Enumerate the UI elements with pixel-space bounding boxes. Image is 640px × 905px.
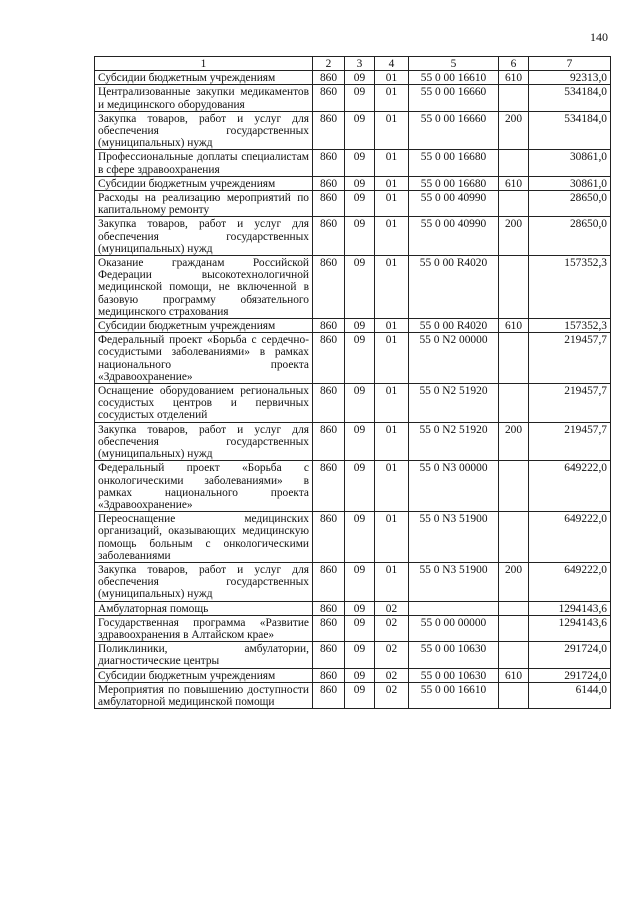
admin-code-cell: 860 — [313, 384, 345, 423]
table-row — [95, 319, 611, 333]
table-row — [95, 111, 611, 150]
target-article-cell: 55 0 00 40990 — [409, 191, 499, 217]
amount-cell: 157352,3 — [529, 319, 611, 333]
section-code-cell: 09 — [345, 461, 375, 512]
amount-cell: 219457,7 — [529, 422, 611, 461]
target-article-cell: 55 0 N3 51900 — [409, 512, 499, 563]
amount-cell: 219457,7 — [529, 333, 611, 384]
expense-type-cell: 200 — [499, 562, 529, 601]
table-row — [95, 615, 611, 641]
subsection-code-cell: 01 — [375, 111, 409, 150]
admin-code-cell: 860 — [313, 71, 345, 85]
amount-cell: 157352,3 — [529, 256, 611, 319]
expense-type-cell — [499, 256, 529, 319]
row-name-cell: Поликлиники, амбулатории, диагностические центры — [95, 642, 313, 668]
row-name-cell: Закупка товаров, работ и услуг для обеспечения государственных (муниципальных) нужд — [95, 422, 313, 461]
admin-code-cell: 860 — [313, 256, 345, 319]
expense-type-cell: 200 — [499, 422, 529, 461]
row-name-cell: Субсидии бюджетным учреждениям — [95, 176, 313, 190]
table-row — [95, 191, 611, 217]
subsection-code-cell: 02 — [375, 615, 409, 641]
subsection-code-cell: 02 — [375, 601, 409, 615]
row-name-cell: Субсидии бюджетным учреждениям — [95, 319, 313, 333]
subsection-code-cell: 01 — [375, 384, 409, 423]
subsection-code-cell: 02 — [375, 668, 409, 682]
section-code-cell: 09 — [345, 668, 375, 682]
expense-type-cell: 610 — [499, 668, 529, 682]
table-row — [95, 562, 611, 601]
amount-cell: 92313,0 — [529, 71, 611, 85]
admin-code-cell: 860 — [313, 615, 345, 641]
admin-code-cell: 860 — [313, 176, 345, 190]
amount-cell: 28650,0 — [529, 191, 611, 217]
section-code-cell: 09 — [345, 150, 375, 176]
row-name-cell: Оказание гражданам Российской Федерации высокотехнологичной медицинской помощи, не включенной в базовую программу обязательного медицинского страхования — [95, 256, 313, 319]
subsection-code-cell: 01 — [375, 85, 409, 111]
table-row — [95, 461, 611, 512]
admin-code-cell: 860 — [313, 217, 345, 256]
section-code-cell: 09 — [345, 562, 375, 601]
header-cell: 1 — [95, 57, 313, 71]
subsection-code-cell: 01 — [375, 256, 409, 319]
target-article-cell: 55 0 N3 51900 — [409, 562, 499, 601]
amount-cell: 534184,0 — [529, 85, 611, 111]
table-row — [95, 422, 611, 461]
section-code-cell: 09 — [345, 333, 375, 384]
table-row — [95, 682, 611, 708]
target-article-cell: 55 0 00 00000 — [409, 615, 499, 641]
row-name-cell: Оснащение оборудованием региональных сосудистых центров и первичных сосудистых отделений — [95, 384, 313, 423]
row-name-cell: Закупка товаров, работ и услуг для обеспечения государственных (муниципальных) нужд — [95, 217, 313, 256]
expense-type-cell — [499, 150, 529, 176]
section-code-cell: 09 — [345, 191, 375, 217]
target-article-cell: 55 0 00 16610 — [409, 682, 499, 708]
table-row — [95, 256, 611, 319]
subsection-code-cell: 01 — [375, 333, 409, 384]
expense-type-cell — [499, 461, 529, 512]
subsection-code-cell: 01 — [375, 176, 409, 190]
target-article-cell: 55 0 00 16660 — [409, 111, 499, 150]
row-name-cell: Субсидии бюджетным учреждениям — [95, 71, 313, 85]
expense-type-cell — [499, 191, 529, 217]
expense-type-cell — [499, 384, 529, 423]
target-article-cell: 55 0 00 10630 — [409, 642, 499, 668]
row-name-cell: Государственная программа «Развитие здравоохранения в Алтайском крае» — [95, 615, 313, 641]
target-article-cell: 55 0 N2 51920 — [409, 384, 499, 423]
table-row — [95, 71, 611, 85]
admin-code-cell: 860 — [313, 562, 345, 601]
admin-code-cell: 860 — [313, 150, 345, 176]
amount-cell: 30861,0 — [529, 176, 611, 190]
subsection-code-cell: 01 — [375, 562, 409, 601]
amount-cell: 649222,0 — [529, 512, 611, 563]
row-name-cell: Амбулаторная помощь — [95, 601, 313, 615]
section-code-cell: 09 — [345, 319, 375, 333]
target-article-cell: 55 0 00 R4020 — [409, 256, 499, 319]
amount-cell: 534184,0 — [529, 111, 611, 150]
section-code-cell: 09 — [345, 71, 375, 85]
expense-type-cell: 200 — [499, 111, 529, 150]
row-name-cell: Переоснащение медицинских организаций, оказывающих медицинскую помощь больным с онкологическими заболеваниями — [95, 512, 313, 563]
section-code-cell: 09 — [345, 111, 375, 150]
section-code-cell: 09 — [345, 601, 375, 615]
admin-code-cell: 860 — [313, 601, 345, 615]
table-row — [95, 176, 611, 190]
row-name-cell: Расходы на реализацию мероприятий по капитальному ремонту — [95, 191, 313, 217]
table-row — [95, 150, 611, 176]
amount-cell: 1294143,6 — [529, 601, 611, 615]
subsection-code-cell: 01 — [375, 512, 409, 563]
expense-type-cell: 200 — [499, 217, 529, 256]
target-article-cell: 55 0 00 16680 — [409, 176, 499, 190]
header-cell: 6 — [499, 57, 529, 71]
expense-type-cell: 610 — [499, 319, 529, 333]
table-row — [95, 668, 611, 682]
expense-type-cell — [499, 615, 529, 641]
row-name-cell: Профессиональные доплаты специалистам в сфере здравоохранения — [95, 150, 313, 176]
admin-code-cell: 860 — [313, 682, 345, 708]
expense-type-cell: 610 — [499, 176, 529, 190]
section-code-cell: 09 — [345, 217, 375, 256]
header-row — [95, 57, 611, 71]
amount-cell: 649222,0 — [529, 562, 611, 601]
table-row — [95, 217, 611, 256]
table-row — [95, 601, 611, 615]
section-code-cell: 09 — [345, 422, 375, 461]
subsection-code-cell: 01 — [375, 319, 409, 333]
row-name-cell: Субсидии бюджетным учреждениям — [95, 668, 313, 682]
row-name-cell: Закупка товаров, работ и услуг для обеспечения государственных (муниципальных) нужд — [95, 562, 313, 601]
target-article-cell: 55 0 00 16660 — [409, 85, 499, 111]
amount-cell: 219457,7 — [529, 384, 611, 423]
table-row — [95, 85, 611, 111]
amount-cell: 291724,0 — [529, 642, 611, 668]
target-article-cell — [409, 601, 499, 615]
target-article-cell: 55 0 00 R4020 — [409, 319, 499, 333]
admin-code-cell: 860 — [313, 85, 345, 111]
subsection-code-cell: 02 — [375, 642, 409, 668]
row-name-cell: Централизованные закупки медикаментов и медицинского оборудования — [95, 85, 313, 111]
admin-code-cell: 860 — [313, 111, 345, 150]
target-article-cell: 55 0 00 16680 — [409, 150, 499, 176]
row-name-cell: Закупка товаров, работ и услуг для обеспечения государственных (муниципальных) нужд — [95, 111, 313, 150]
expense-type-cell — [499, 333, 529, 384]
amount-cell: 649222,0 — [529, 461, 611, 512]
row-name-cell: Федеральный проект «Борьба с сердечно-сосудистыми заболеваниями» в рамках национального проекта «Здравоохранение» — [95, 333, 313, 384]
amount-cell: 30861,0 — [529, 150, 611, 176]
section-code-cell: 09 — [345, 512, 375, 563]
subsection-code-cell: 02 — [375, 682, 409, 708]
admin-code-cell: 860 — [313, 642, 345, 668]
table-row — [95, 384, 611, 423]
expense-type-cell — [499, 512, 529, 563]
table-row — [95, 642, 611, 668]
section-code-cell: 09 — [345, 85, 375, 111]
admin-code-cell: 860 — [313, 319, 345, 333]
target-article-cell: 55 0 00 16610 — [409, 71, 499, 85]
table-row — [95, 333, 611, 384]
subsection-code-cell: 01 — [375, 191, 409, 217]
section-code-cell: 09 — [345, 615, 375, 641]
expense-type-cell — [499, 642, 529, 668]
header-cell: 3 — [345, 57, 375, 71]
budget-table — [94, 56, 611, 709]
table-row — [95, 512, 611, 563]
admin-code-cell: 860 — [313, 668, 345, 682]
expense-type-cell — [499, 601, 529, 615]
target-article-cell: 55 0 N2 51920 — [409, 422, 499, 461]
section-code-cell: 09 — [345, 642, 375, 668]
subsection-code-cell: 01 — [375, 422, 409, 461]
admin-code-cell: 860 — [313, 512, 345, 563]
amount-cell: 291724,0 — [529, 668, 611, 682]
amount-cell: 6144,0 — [529, 682, 611, 708]
expense-type-cell — [499, 85, 529, 111]
subsection-code-cell: 01 — [375, 71, 409, 85]
section-code-cell: 09 — [345, 256, 375, 319]
section-code-cell: 09 — [345, 384, 375, 423]
target-article-cell: 55 0 N3 00000 — [409, 461, 499, 512]
target-article-cell: 55 0 00 40990 — [409, 217, 499, 256]
page-number: 140 — [590, 30, 608, 44]
target-article-cell: 55 0 00 10630 — [409, 668, 499, 682]
header-cell: 2 — [313, 57, 345, 71]
amount-cell: 28650,0 — [529, 217, 611, 256]
admin-code-cell: 860 — [313, 461, 345, 512]
header-cell: 7 — [529, 57, 611, 71]
target-article-cell: 55 0 N2 00000 — [409, 333, 499, 384]
subsection-code-cell: 01 — [375, 150, 409, 176]
admin-code-cell: 860 — [313, 191, 345, 217]
section-code-cell: 09 — [345, 682, 375, 708]
header-cell: 4 — [375, 57, 409, 71]
admin-code-cell: 860 — [313, 422, 345, 461]
subsection-code-cell: 01 — [375, 461, 409, 512]
row-name-cell: Федеральный проект «Борьба с онкологическими заболеваниями» в рамках национального проекта «Здравоохранение» — [95, 461, 313, 512]
subsection-code-cell: 01 — [375, 217, 409, 256]
expense-type-cell: 610 — [499, 71, 529, 85]
row-name-cell: Мероприятия по повышению доступности амбулаторной медицинской помощи — [95, 682, 313, 708]
amount-cell: 1294143,6 — [529, 615, 611, 641]
section-code-cell: 09 — [345, 176, 375, 190]
expense-type-cell — [499, 682, 529, 708]
header-cell: 5 — [409, 57, 499, 71]
admin-code-cell: 860 — [313, 333, 345, 384]
